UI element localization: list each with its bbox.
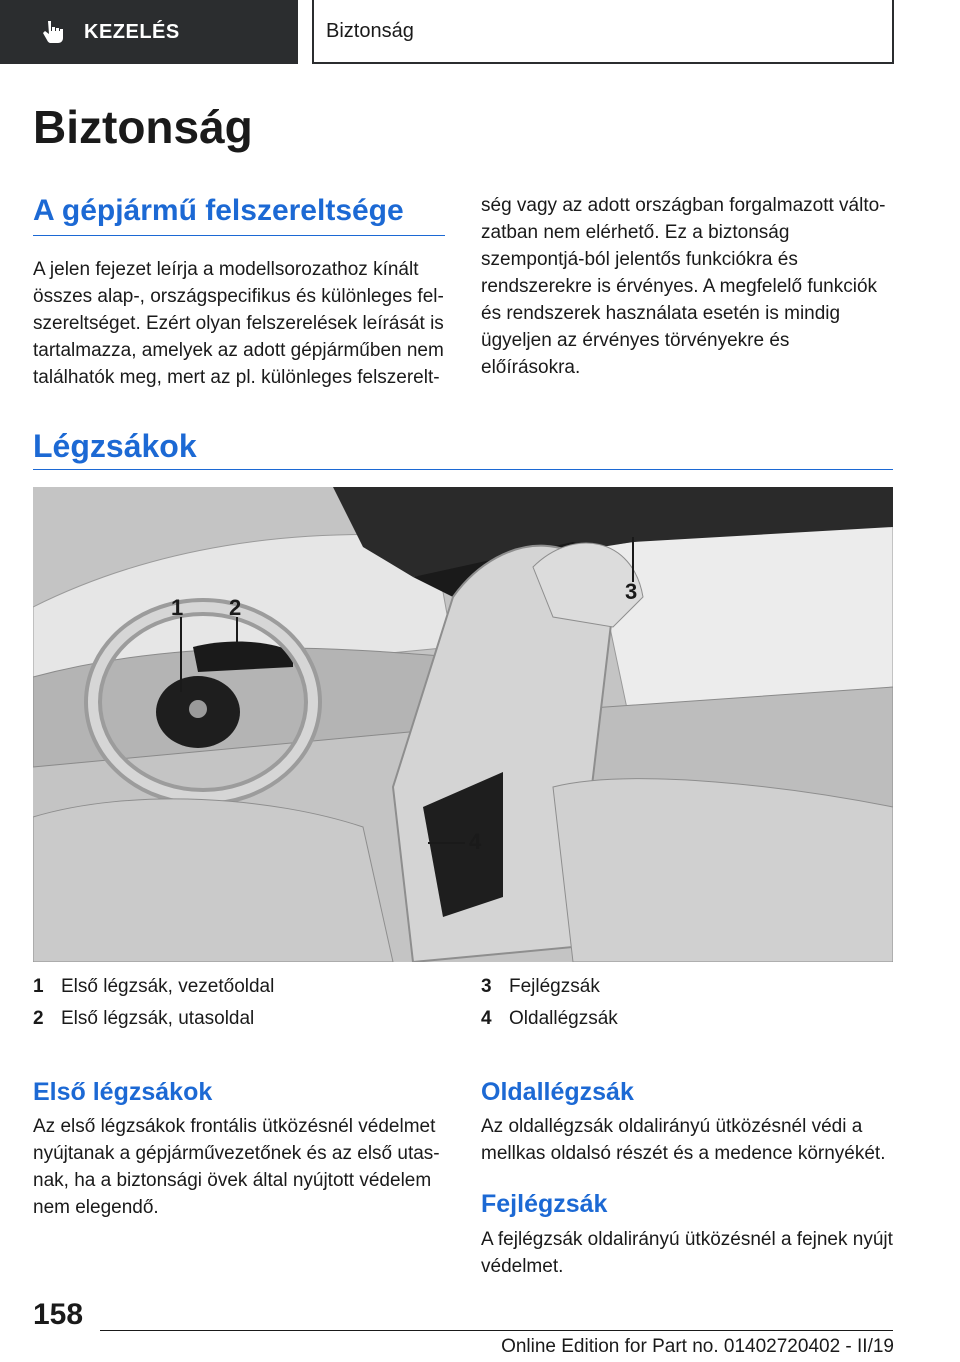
legend-text: Fejlégzsák [509, 976, 600, 997]
legend-number: 2 [33, 1008, 44, 1029]
callout-3: 3 [625, 579, 638, 604]
airbags-rule [33, 469, 893, 470]
legend-item [33, 976, 274, 998]
airbag-illustration [33, 487, 893, 962]
car-interior-drawing [33, 487, 893, 962]
equipment-rule [33, 235, 445, 236]
equipment-text-right: ség vagy az adott országban forgalmazott válto-zatban nem elérhető. Ez a biztonság szempontjá-ból jelentős funkciókra és rendszerekre is érvényes. A megfelelő funkciók és rendszerek használata esetén is mindig ügyeljen az érvényes törvényekre és előírásokra. [481, 195, 886, 378]
legend-number: 4 [481, 1008, 492, 1029]
equipment-text-left: A jelen fejezet leírja a modellsorozathoz kínált összes alap-, országspecifikus és különleges fel-szereltséget. Ezért olyan felszerelések leírását is tartalmazza, amelyek az adott gépjárműben nem találhatók meg, mert az pl. különleges felszerelt- [33, 259, 444, 388]
callout-4: 4 [469, 829, 482, 854]
footer-rule [100, 1330, 893, 1331]
section-label: KEZELÉS [84, 20, 180, 43]
side-airbag-text: Az oldallégzsák oldalirányú ütközésnél védi a mellkas oldalsó részét és a medence környékét. [481, 1116, 886, 1164]
front-airbags-heading: Első légzsákok [33, 1078, 213, 1106]
edition-info: Online Edition for Part no. 01402720402 - II/19 [501, 1336, 894, 1357]
side-airbag-heading: Oldallégzsák [481, 1078, 634, 1106]
page-number: 158 [33, 1298, 84, 1331]
legend-text: Oldallégzsák [509, 1008, 618, 1029]
callout-1: 1 [171, 595, 184, 620]
equipment-heading: A gépjármű felszereltsége [33, 194, 404, 227]
legend-item [481, 976, 600, 998]
front-airbags-text: Az első légzsákok frontális ütközésnél védelmet nyújtanak a gépjárművezetőnek és az első utas-nak, ha a biztonsági övek által nyújtott védelem nem elegendő. [33, 1116, 440, 1218]
legend-item [481, 1008, 618, 1030]
legend-text: Első légzsák, vezetőoldal [61, 976, 275, 997]
chapter-label: Biztonság [326, 19, 414, 42]
page-title: Biztonság [33, 101, 253, 153]
section-tab [0, 0, 298, 64]
legend-number: 1 [33, 976, 44, 997]
legend-text: Első légzsák, utasoldal [61, 1008, 255, 1029]
airbags-heading: Légzsákok [33, 428, 197, 464]
legend-item [33, 1008, 254, 1030]
legend-number: 3 [481, 976, 492, 997]
head-airbag-text: A fejlégzsák oldalirányú ütközésnél a fejnek nyújt védelmet. [481, 1229, 893, 1277]
chapter-tab [312, 0, 894, 64]
callout-2: 2 [229, 595, 242, 620]
head-airbag-heading: Fejlégzsák [481, 1190, 608, 1218]
pointing-hand-icon [40, 19, 66, 45]
